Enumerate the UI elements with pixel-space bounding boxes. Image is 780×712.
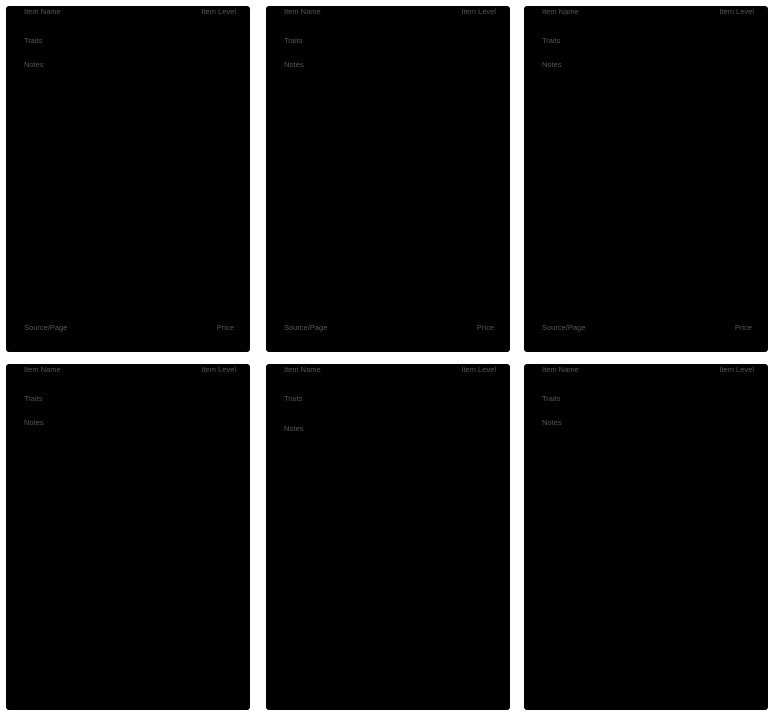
traits-box: [20, 34, 238, 58]
notes-label: Notes: [542, 418, 562, 427]
traits-text: Alchemical, Consumable, Injury, Poison: [24, 403, 204, 413]
notes-box: [280, 422, 498, 710]
notes-label: Notes: [24, 60, 44, 69]
traits-text: Alchemical, Consumable, Injury, Poison: [284, 45, 464, 55]
item-level: Lvl 1: [458, 15, 496, 33]
item-name-label: Item Name: [542, 7, 579, 16]
item-level-label: Item Level: [461, 7, 496, 16]
item-level-label: Item Level: [719, 7, 754, 16]
item-name: Cytillesh Oil: [542, 373, 636, 391]
price-text: 3 gp: [211, 333, 234, 344]
traits-text: Traits Uncommon, Alchemical, Consumable, Incapacitation, Injury, Poison, Sleep: [284, 394, 479, 415]
item-level: Lvl 3: [716, 373, 754, 391]
item-level-label: Item Level: [461, 365, 496, 374]
traits-label: Traits: [542, 36, 561, 45]
notes-text: Usage: held in 2 hands Bulk: L Activate: (2 actions) Interact Details: Adder venom is a simple but effective way to enhance a weapon.: [25, 429, 231, 501]
item-level: Lvl 2: [716, 15, 754, 33]
source-label: Source/Page: [24, 323, 68, 332]
item-name: Giant Centipede Venom: [284, 15, 464, 33]
traits-box: [280, 392, 498, 422]
source-label: Source/Page: [542, 323, 586, 332]
item-card: [522, 4, 770, 354]
item-level-label: Item Level: [201, 365, 236, 374]
item-card: [522, 362, 770, 712]
traits-text: Alchemical, Consumable, Ingested, Poison: [24, 45, 218, 55]
notes-text: Usage: held in 2 hands Bulk: L Activate: (2 actions) Interact Details: This thick substance is distilled from the mind-robbing cytillesh fungus, though it: [543, 429, 741, 501]
item-level: Lvl 2: [198, 373, 236, 391]
source-text: CRB Page 550: [24, 333, 97, 344]
price-text: 5 gp: [729, 333, 752, 344]
source-label: Source/Page: [284, 323, 328, 332]
notes-text: Usage: held in 2 hands Bulk: L Activate: (2 actions) Interact Details: Giant centipede venom causes severe muscle stiffness. Saving Throw DC 17 Fortitude; Maximum Duration 6 rounds; Stage 1 1d6 poison damage (1 round); Stage 2 1d8 poison damage and flat-footed (1 round); Stage 3 1d12 poison damage, clumsy 1, and flat-footed (1 round): [285, 71, 482, 241]
item-name-label: Item Name: [542, 365, 579, 374]
traits-box: [20, 392, 238, 416]
notes-box: [538, 58, 756, 346]
traits-label: Traits: [24, 36, 43, 45]
traits-label: Traits: [284, 36, 303, 45]
item-name: Lethargy Poison: [284, 373, 408, 391]
item-level-label: Item Level: [719, 365, 754, 374]
item-name-label: Item Name: [284, 365, 321, 374]
price-label: Price: [476, 323, 494, 332]
notes-box: [20, 58, 238, 346]
traits-label: Traits: [542, 394, 561, 403]
notes-text: Usage: held in 1 hand Bulk: L Activate: (1 action) Interact Details: Sometimes called “deadly nightshade,” belladonna is a widely available toxin produced from a plant similar to a tomato. Saving Throw DC 19 Fortitude; Onset 10 minutes; Maximum Duration 30 minutes; Stage 1 dazzled (10 minutes); Stage 2 1d6 poison damage and sickened 1 (10 minutes); Stage 3 1d6 poison damage, confused, and sickened 1 (1 minute): [543, 71, 749, 277]
traits-box: [280, 34, 498, 58]
item-name-label: Item Name: [24, 365, 61, 374]
notes-label: Notes: [284, 60, 304, 69]
item-level: Lvl 2: [458, 373, 496, 391]
item-level-label: Item Level: [201, 7, 236, 16]
traits-text: Alchemical, Consumable, Injury, Poison: [542, 403, 722, 413]
notes-text: Usage: held in 2 hands Bulk: L Activate: (2 actions) Interact Details: Lethargy poison is commonly used in hit-and-run tactics by drow and others who want their victims: [285, 435, 488, 512]
traits-box: [538, 392, 756, 416]
source-text: CRB Page 551: [542, 333, 615, 344]
item-name-label: Item Name: [24, 7, 61, 16]
notes-label: Notes: [24, 418, 44, 427]
item-level: Lvl 1: [198, 15, 236, 33]
item-name: Arsenic: [24, 15, 82, 33]
traits-text: Alchemical, Consumable, Ingested, Poison: [542, 45, 736, 55]
item-card: [4, 4, 252, 354]
notes-text: Usage: held in 1 hand Bulk: L Activate: (1 action) Interact Details: This toxin is a compound of arsenic and other substances. You can’t reduce your sickened condition while affected. Saving Throw DC 18 Fortitude; Onset 10 minutes; Maximum Duration 5 minutes; Stage 1 1d4 poison damage and sickened 1 (1 minute); Stage 2 1d6 poison damage and sickened 2 (1 minute); Stage 3 2d6 poison damage and sickened 3 (1 minute): [25, 71, 231, 277]
item-card: [4, 362, 252, 712]
notes-box: [280, 58, 498, 346]
item-card: [264, 4, 512, 354]
item-name-label: Item Name: [284, 7, 321, 16]
price-label: Price: [734, 323, 752, 332]
item-name: Black Adder Venom: [24, 373, 174, 391]
source-text: CRB Page 551: [284, 333, 357, 344]
notes-box: [538, 416, 756, 704]
price-text: 4 gp: [471, 333, 494, 344]
notes-label: Notes: [284, 424, 304, 433]
traits-label: Traits: [24, 394, 43, 403]
traits-box: [538, 34, 756, 58]
notes-label: Notes: [542, 60, 562, 69]
price-label: Price: [216, 323, 234, 332]
item-card: [264, 362, 512, 712]
item-name: Belladonna: [542, 15, 628, 33]
notes-box: [20, 416, 238, 704]
